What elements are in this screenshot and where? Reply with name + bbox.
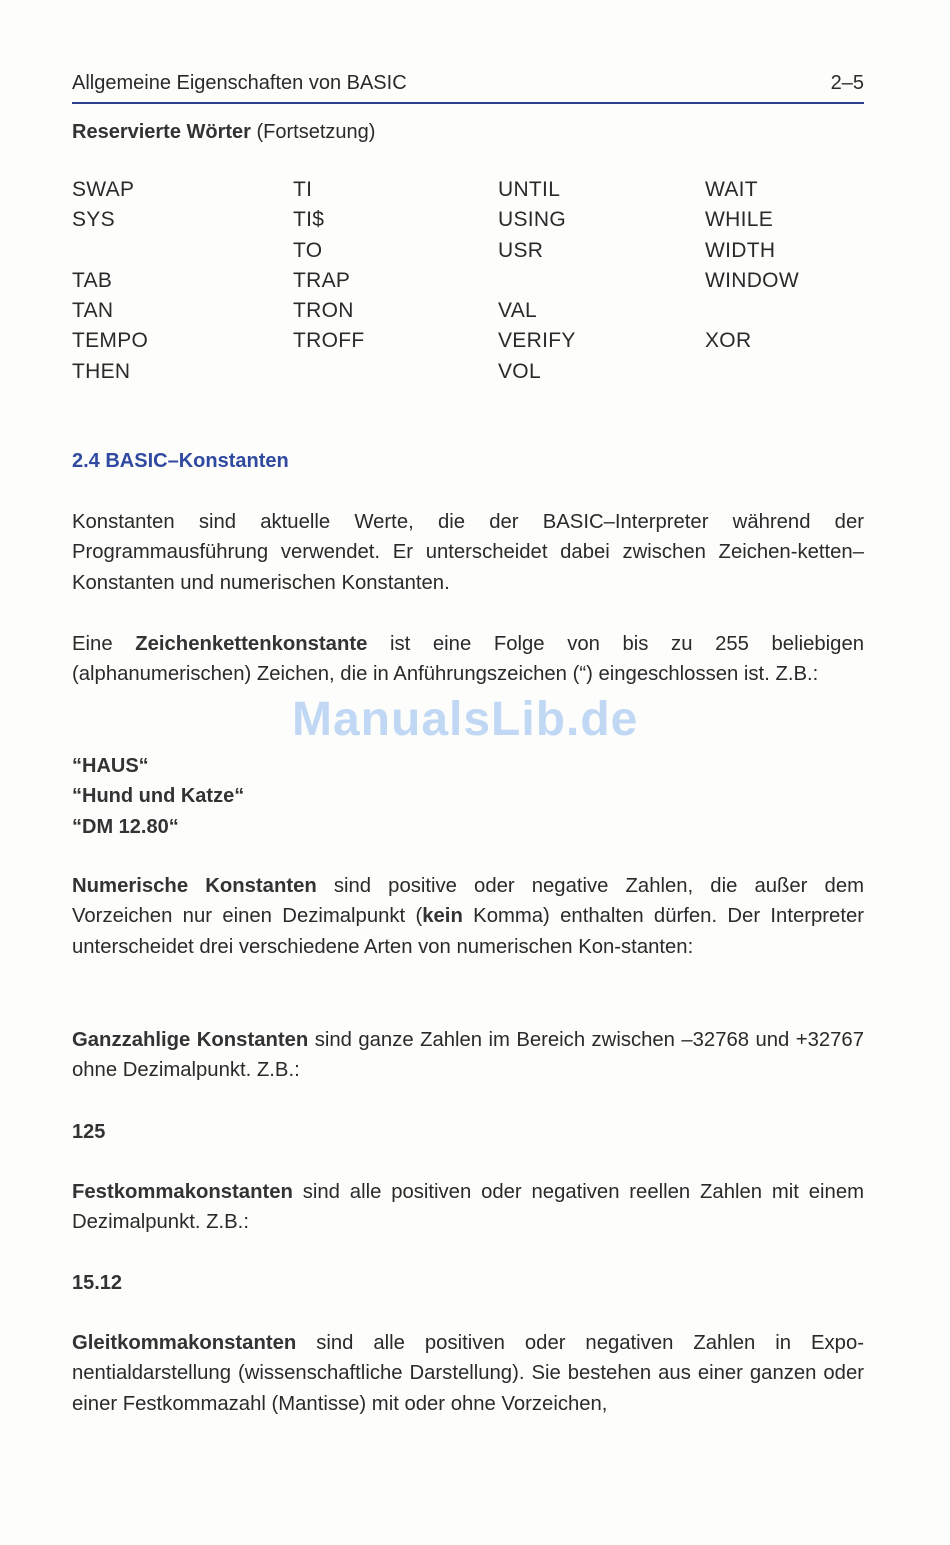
reserved-word: TROFF [293, 329, 365, 353]
paragraph-text: ist eine Folge von bis zu 255 beliebigen (alphanumerischen) Zeichen, die in Anführungszeichen (“) eingeschlossen ist. Z.B.: [72, 633, 865, 686]
reserved-word: TI$ [293, 208, 325, 232]
reserved-word [293, 357, 364, 387]
paragraph-text: Eine [72, 633, 136, 655]
paragraph-string-constant [72, 629, 864, 690]
running-title: Allgemeine Eigenschaften von BASIC [72, 72, 407, 94]
paragraph-fixed-constants [72, 1177, 864, 1238]
paragraph-numeric-constants [72, 871, 864, 962]
reserved-word: TRON [293, 299, 354, 323]
page-number: 2–5 [830, 72, 864, 94]
reserved-words-column-1 [72, 175, 148, 387]
paragraph-constants-intro: Konstanten sind aktuelle Werte, die der BASIC–Interpreter während der Programmausführung verwendet. Er unterscheidet dabei zwischen Zeichen-ketten–Konstanten und numerischen Konstanten. [72, 511, 864, 594]
reserved-word: WINDOW [705, 268, 799, 292]
term-kein: kein [422, 905, 463, 928]
section-heading: 2.4 BASIC–Konstanten [72, 450, 289, 472]
reserved-word [498, 266, 576, 296]
paragraph-text: sind alle positiven oder negativen reellen Zahlen mit einem Dezimalpunkt. Z.B.: [72, 1181, 864, 1234]
reserved-word: TO [293, 238, 323, 262]
example-string: “Hund und Katze“ [72, 785, 245, 808]
reserved-word: THEN [72, 359, 131, 383]
paragraph-floating-constants [72, 1328, 864, 1419]
watermark: ManualsLib.de [292, 693, 639, 746]
reserved-word: VAL [498, 299, 538, 323]
reserved-word: TAB [72, 268, 113, 292]
reserved-words-heading-bold: Reservierte Wörter [72, 121, 251, 143]
reserved-word [705, 357, 799, 387]
reserved-word: SYS [72, 208, 115, 232]
reserved-word [705, 296, 799, 326]
paragraph-text: sind alle positiven oder negativen Zahlen in Expo-nentialdarstellung (wissenschaftliche Darstellung). Sie bestehen aus einer ganzen oder einer Festkommazahl (Mantisse) mit oder ohne Vorzeichen, [72, 1332, 864, 1415]
reserved-word [72, 236, 148, 266]
paragraph-text: sind ganze Zahlen im Bereich zwischen –32768 und +32767 ohne Dezimalpunkt. Z.B.: [72, 1029, 864, 1082]
reserved-word: VERIFY [498, 329, 576, 353]
term-fixed-constants: Festkommakonstanten [72, 1181, 293, 1203]
term-floating-constants: Gleitkommakonstanten [72, 1332, 297, 1354]
reserved-words-column-2 [293, 175, 364, 387]
reserved-words-heading [72, 121, 375, 144]
reserved-words-column-3 [498, 175, 576, 387]
running-header [72, 68, 864, 104]
integer-example: 125 [72, 1121, 106, 1143]
reserved-word: TI [293, 178, 313, 201]
reserved-word: TAN [72, 299, 114, 323]
reserved-word: USING [498, 208, 567, 232]
paragraph-text: sind positive oder negative Zahlen, die außer dem Vorzeichen nur einen Dezimalpunkt ( [72, 875, 864, 928]
fixed-example: 15.12 [72, 1272, 123, 1294]
reserved-word: TRAP [293, 268, 351, 292]
reserved-word: VOL [498, 359, 541, 383]
reserved-word: XOR [705, 329, 752, 353]
term-string-constant: Zeichenkettenkonstante [135, 633, 368, 655]
string-examples [72, 751, 244, 842]
reserved-words-heading-rest: (Fortsetzung) [250, 121, 376, 143]
example-string: “HAUS“ [72, 755, 149, 777]
reserved-word: USR [498, 238, 544, 262]
example-string: “DM 12.80“ [72, 815, 179, 838]
reserved-word: WIDTH [705, 238, 776, 262]
reserved-words-column-4 [705, 175, 799, 387]
paragraph-text: Komma) enthalten dürfen. Der Interpreter unterscheidet drei verschiedene Arten von numerischen Kon-stanten: [72, 905, 864, 958]
reserved-word: WHILE [705, 208, 774, 232]
reserved-word: SWAP [72, 178, 135, 201]
term-numeric-constants: Numerische Konstanten [72, 875, 317, 897]
reserved-word: TEMPO [72, 329, 149, 353]
term-integer-constants: Ganzzahlige Konstanten [72, 1029, 309, 1051]
reserved-word: WAIT [705, 178, 758, 201]
reserved-word: UNTIL [498, 178, 561, 201]
paragraph-integer-constants [72, 1025, 864, 1086]
